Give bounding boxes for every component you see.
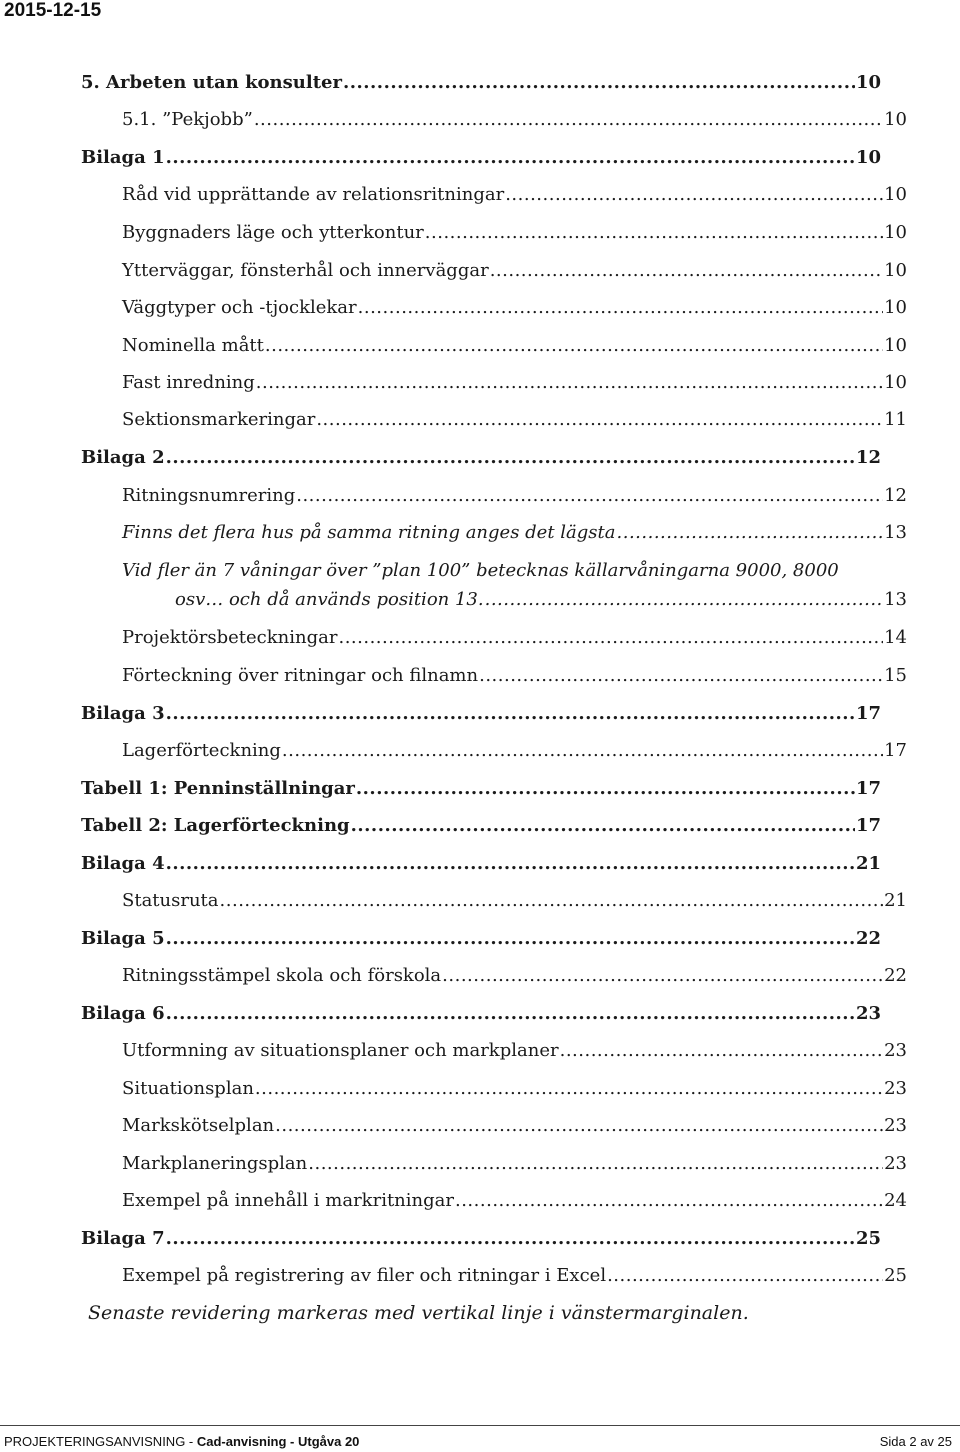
toc-entry-page: 10 [884,222,907,243]
footer-subtitle: Cad-anvisning - Utgåva 20 [196,1434,360,1449]
toc-entry-label: Bilaga 5 [81,928,165,949]
toc-entry-label: Bilaga 6 [81,1003,165,1024]
toc-leader [442,965,883,986]
toc-leader [166,703,855,724]
toc-entry[interactable] [122,627,907,648]
toc-entry-label: Bilaga 3 [81,703,165,724]
toc-entry[interactable] [122,109,907,130]
toc-leader [479,665,883,686]
revision-note: Senaste revidering markeras med vertikal linje i vänstermarginalen. [88,1302,749,1324]
toc-entry-label: Bilaga 7 [81,1228,165,1249]
toc-entry[interactable] [81,72,881,93]
toc-entry[interactable] [122,260,907,281]
toc-entry-page: 21 [855,853,881,874]
toc-entry-label: Ritningsnumrering [122,485,296,506]
toc-entry-label: Bilaga 2 [81,447,165,468]
toc-entry-label: Tabell 2: Lagerförteckning [81,815,350,836]
toc-leader [505,184,883,205]
toc-entry-page: 10 [855,72,881,93]
toc-entry-label: 5. Arbeten utan konsulter [81,72,342,93]
toc-entry[interactable] [122,1265,907,1286]
toc-leader [166,447,855,468]
toc-entry[interactable] [122,965,907,986]
toc-entry-label: Situationsplan [122,1078,254,1099]
toc-entry-label: Projektörsbeteckningar [122,627,338,648]
toc-leader [316,409,883,430]
toc-entry-label: Fast inredning [122,372,255,393]
toc-leader [607,1265,883,1286]
toc-entry-page: 22 [855,928,881,949]
footer-document-title [4,1434,359,1449]
toc-entry-label: Ytterväggar, fönsterhål och innerväggar [122,260,489,281]
toc-entry-label: Lagerförteckning [122,740,281,761]
toc-leader [166,853,855,874]
toc-entry-page: 14 [884,627,907,648]
toc-entry-first-line: Vid fler än 7 våningar över ”plan 100” betecknas källarvåningarna 9000, 8000 [122,560,839,581]
toc-entry-label: 5.1. ”Pekjobb” [122,109,253,130]
toc-entry[interactable] [122,1078,907,1099]
toc-leader [338,627,883,648]
toc-entry[interactable] [122,222,907,243]
toc-entry-page: 10 [884,260,907,281]
toc-entry[interactable] [81,447,881,468]
toc-entry-page: 12 [884,485,907,506]
toc-entry-label: Utformning av situationsplaner och markplaner [122,1040,559,1061]
toc-entry-label: Markplaneringsplan [122,1153,308,1174]
toc-entry[interactable] [122,1153,907,1174]
toc-entry-page: 10 [855,147,881,168]
toc-leader [254,109,883,130]
toc-entry-page: 11 [884,409,907,430]
toc-entry-page: 17 [855,703,881,724]
footer-divider [0,1425,960,1426]
toc-entry-page: 21 [884,890,907,911]
toc-entry-page: 17 [884,740,907,761]
toc-entry-label: Byggnaders läge och ytterkontur [122,222,424,243]
toc-entry-label: Väggtyper och -tjocklekar [122,297,357,318]
toc-entry[interactable] [122,890,907,911]
toc-entry-page: 15 [884,665,907,686]
toc-entry[interactable] [122,665,907,686]
toc-leader [485,589,884,610]
toc-entry[interactable] [81,1003,881,1024]
toc-entry[interactable] [81,703,881,724]
toc-entry-page: 10 [884,184,907,205]
toc-entry-label: Bilaga 4 [81,853,165,874]
toc-entry[interactable] [122,1040,907,1061]
toc-entry[interactable] [122,297,907,318]
toc-leader [455,1190,883,1211]
toc-entry[interactable] [81,853,881,874]
toc-leader [617,522,884,543]
toc-entry[interactable] [122,1190,907,1211]
toc-leader [343,72,855,93]
toc-entry[interactable] [81,147,881,168]
toc-leader [351,815,855,836]
toc-entry-label: Markskötselplan [122,1115,275,1136]
toc-leader [265,335,883,356]
toc-leader [275,1115,883,1136]
toc-entry-label: osv… och då används position 13. [175,589,484,610]
toc-entry-page: 24 [884,1190,907,1211]
toc-entry-page: 17 [855,815,881,836]
toc-leader [282,740,883,761]
toc-entry[interactable] [122,522,907,543]
toc-leader [358,297,883,318]
toc-leader [166,928,855,949]
toc-entry[interactable] [81,778,881,799]
toc-leader [425,222,883,243]
toc-entry-page: 23 [884,1078,907,1099]
toc-entry-page: 23 [855,1003,881,1024]
toc-entry-label: Finns det flera hus på samma ritning anges det lägsta [122,522,616,543]
toc-entry[interactable] [81,928,881,949]
toc-entry-label: Råd vid upprättande av relationsritningar [122,184,505,205]
toc-entry-page: 23 [884,1040,907,1061]
toc-entry[interactable] [122,372,907,393]
toc-entry-label: Nominella mått [122,335,264,356]
toc-leader [166,147,855,168]
toc-entry[interactable] [122,335,907,356]
toc-entry-page: 10 [884,297,907,318]
toc-entry[interactable] [122,485,907,506]
toc-entry-label: Ritningsstämpel skola och förskola [122,965,442,986]
toc-entry-page: 23 [884,1115,907,1136]
toc-entry-page: 25 [884,1265,907,1286]
toc-entry-label: Exempel på registrering av filer och ritningar i Excel [122,1265,607,1286]
toc-leader [308,1153,883,1174]
toc-entry-label: Tabell 1: Penninställningar [81,778,355,799]
toc-entry-page: 25 [855,1228,881,1249]
header-date: 2015-12-15 [4,0,102,21]
toc-leader [255,1078,883,1099]
toc-entry[interactable] [175,589,907,610]
toc-entry[interactable] [122,184,907,205]
toc-entry-page: 12 [855,447,881,468]
toc-entry-label: Sektionsmarkeringar [122,409,316,430]
toc-entry-page: 17 [855,778,881,799]
toc-entry[interactable] [122,1115,907,1136]
toc-entry-page: 10 [884,372,907,393]
toc-entry-label: Exempel på innehåll i markritningar [122,1190,454,1211]
toc-entry-page: 10 [884,109,907,130]
footer-page-info: Sida 2 av 25 [879,1434,952,1449]
toc-entry-page: 13 [884,589,907,610]
toc-entry-page: 10 [884,335,907,356]
toc-leader [166,1228,855,1249]
toc-entry-page: 13 [884,522,907,543]
toc-leader [166,1003,855,1024]
toc-entry-page: 22 [884,965,907,986]
footer-title: PROJEKTERINGSANVISNING - [4,1434,197,1449]
toc-entry-label: Förteckning över ritningar och filnamn [122,665,479,686]
toc-leader [560,1040,884,1061]
toc-entry-page: 23 [884,1153,907,1174]
toc-leader [356,778,855,799]
toc-entry[interactable] [81,1228,881,1249]
toc-leader [220,890,884,911]
toc-leader [296,485,883,506]
toc-entry-label: Bilaga 1 [81,147,165,168]
toc-leader [256,372,883,393]
toc-entry-label: Statusruta [122,890,219,911]
toc-entry[interactable] [122,409,907,430]
toc-entry[interactable] [122,740,907,761]
toc-entry[interactable] [81,815,881,836]
toc-leader [490,260,883,281]
